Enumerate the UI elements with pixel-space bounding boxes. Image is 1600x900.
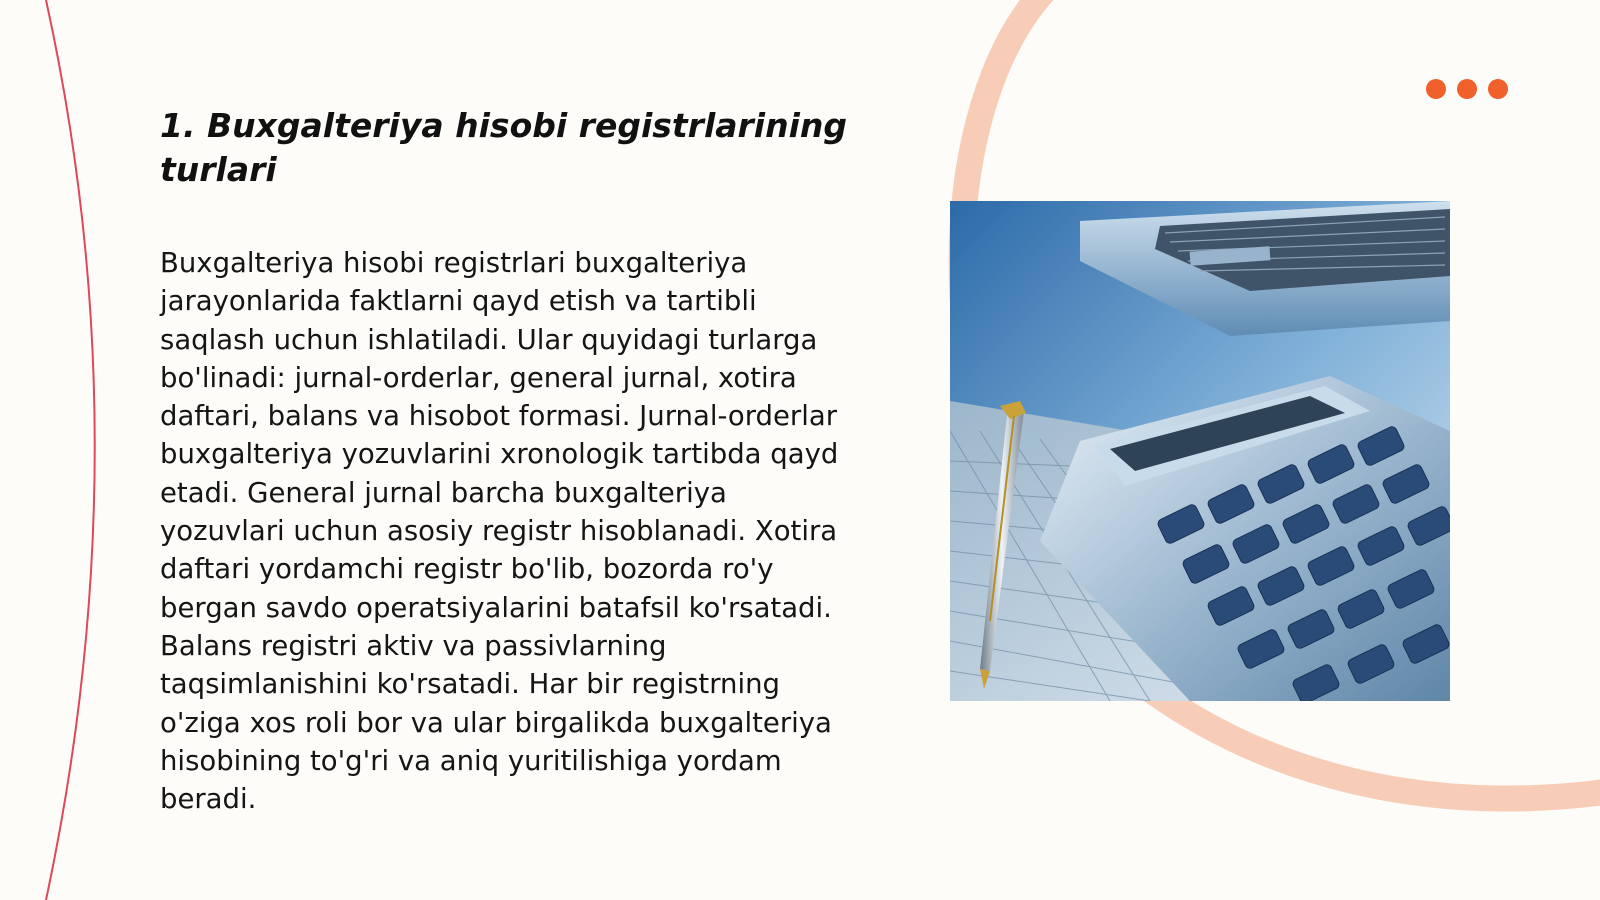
menu-dots	[1426, 79, 1508, 99]
left-curve-line	[46, 0, 95, 900]
calculator-photo	[950, 201, 1450, 701]
slide-body-text: Buxgalteriya hisobi registrlari buxgalteriya jarayonlarida faktlarni qayd etish va tartibli saqlash uchun ishlatiladi. Ular quyidagi turlarga bo'linadi: jurnal-orderlar, general jurnal, xotira daftari, balans va hisobot formasi. Jurnal-orderlar buxgalteriya yozuvlarini xronologik tartibda qayd etadi. General jurnal barcha buxgalteriya yozuvlari uchun asosiy registr hisoblanadi. Xotira daftari yordamchi registr bo'lib, bozorda ro'y bergan savdo operatsiyalarini batafsil ko'rsatadi. Balans registri aktiv va passivlarning taqsimlanishini ko'rsatadi. Har bir registrning o'ziga xos roli bor va ular birgalikda buxgalteriya hisobining to'g'ri va aniq yuritilishiga yordam beradi.	[160, 247, 839, 816]
dot	[1488, 79, 1508, 99]
dot	[1457, 79, 1477, 99]
slide-title: 1. Buxgalteriya hisobi registrlarining turlari	[160, 106, 848, 189]
dot	[1426, 79, 1446, 99]
